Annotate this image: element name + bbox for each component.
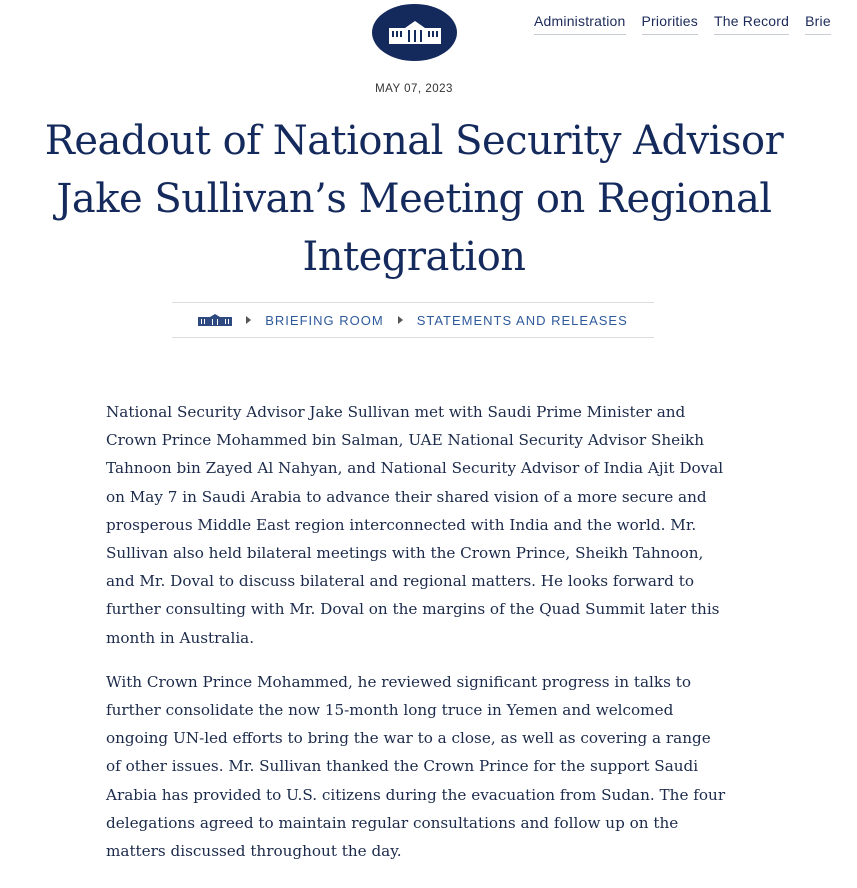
article-paragraph: National Security Advisor Jake Sullivan met with Saudi Prime Minister and Crown Prince Mohammed bin Salman, UAE National Security Advisor Sheikh Tahnoon bin Zayed Al Nahyan, and National Security Advisor of India Ajit Doval on May 7 in Saudi Arabia to advance their shared vision of a more secure and prosperous Middle East region interconnected with India and the world. Mr. Sullivan also held bilateral meetings with the Crown Prince, Sheikh Tahnoon, and Mr. Doval to discuss bilateral and regional matters. He looks forward to further consulting with Mr. Doval on the margins of the Quad Summit later this month in Australia. — [106, 403, 724, 647]
main-nav — [534, 13, 831, 35]
nav-briefing-room[interactable]: Brie — [805, 13, 831, 35]
chevron-right-icon — [246, 316, 251, 324]
home-icon[interactable] — [198, 314, 232, 326]
article-paragraph: With Crown Prince Mohammed, he reviewed significant progress in talks to further consolidate the now 15-month long truce in Yemen and welcomed ongoing UN-led efforts to bring the war to a close, as well as covering a range of other issues. Mr. Sullivan thanked the Crown Prince for the support Saudi Arabia has provided to U.S. citizens during the evacuation from Sudan. The four delegations agreed to maintain regular consultations and follow up on the matters discussed throughout the day. — [106, 672, 726, 861]
breadcrumb-statements-and-releases[interactable]: STATEMENTS AND RELEASES — [416, 312, 628, 328]
page-title: Readout of National Security Advisor Jake Sullivan’s Meeting on Regional Integration — [44, 118, 784, 280]
breadcrumb-briefing-room[interactable]: BRIEFING ROOM — [265, 312, 384, 328]
nav-priorities[interactable]: Priorities — [642, 13, 698, 35]
article-date: MAY 07, 2023 — [375, 83, 453, 95]
white-house-icon — [387, 18, 443, 48]
breadcrumb — [172, 302, 654, 338]
chevron-right-icon — [398, 316, 403, 324]
nav-the-record[interactable]: The Record — [714, 13, 789, 35]
article-body — [106, 398, 726, 881]
nav-administration[interactable]: Administration — [534, 13, 626, 35]
white-house-logo[interactable] — [372, 4, 457, 61]
